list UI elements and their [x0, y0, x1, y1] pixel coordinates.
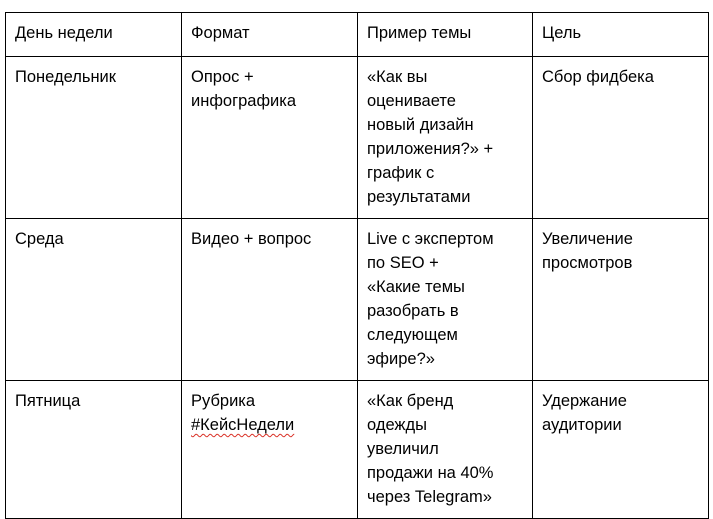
cell-day: Среда: [6, 219, 182, 381]
table-row: [6, 381, 709, 519]
cell-goal: Удержание аудитории: [533, 381, 709, 519]
cell-day: Понедельник: [6, 57, 182, 219]
cell-format: Видео + вопрос: [182, 219, 358, 381]
cell-format: Опрос + инфографика: [182, 57, 358, 219]
table-row: [6, 57, 709, 219]
header-topic: Пример темы: [358, 13, 533, 57]
cell-topic: Live с экспертом по SEO + «Какие темы разобрать в следующем эфире?»: [358, 219, 533, 381]
header-day: День недели: [6, 13, 182, 57]
format-line: Рубрика: [191, 392, 256, 410]
cell-topic: «Как бренд одежды увеличил продажи на 40% через Telegram»: [358, 381, 533, 519]
header-format: Формат: [182, 13, 358, 57]
cell-goal: Сбор фидбека: [533, 57, 709, 219]
cell-goal: Увеличение просмотров: [533, 219, 709, 381]
content-plan-table: [5, 12, 709, 519]
table-header-row: [6, 13, 709, 57]
table-row: [6, 219, 709, 381]
cell-topic: «Как вы оцениваете новый дизайн приложения?» + график с результатами: [358, 57, 533, 219]
hashtag-spellcheck-underlined: #КейсНедели: [191, 416, 295, 434]
cell-format: [182, 381, 358, 519]
header-goal: Цель: [533, 13, 709, 57]
cell-day: Пятница: [6, 381, 182, 519]
